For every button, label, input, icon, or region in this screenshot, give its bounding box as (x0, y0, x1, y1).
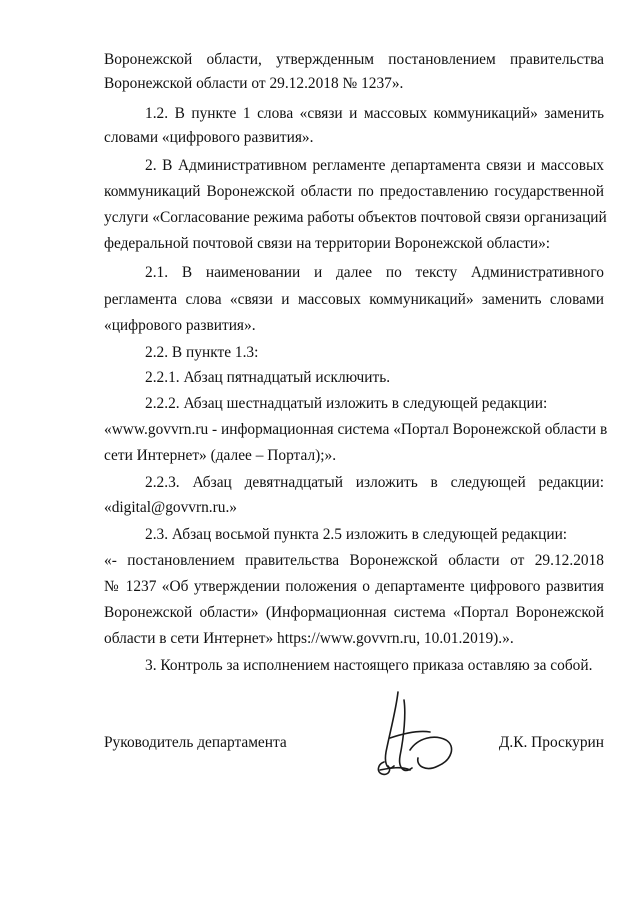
text-line: № 1237 «Об утверждении положения о департаменте цифрового развития (104, 578, 604, 595)
text-line: 1.2. В пункте 1 слова «связи и массовых коммуникаций» заменить (145, 105, 604, 122)
text-line: «цифрового развития». (104, 317, 256, 334)
text-line: 3. Контроль за исполнением настоящего приказа оставляю за собой. (145, 657, 593, 674)
text-line: «www.govvrn.ru - информационная система «Портал Воронежской области в (104, 421, 608, 438)
text-line: 2.2.2. Абзац шестнадцатый изложить в следующей редакции: (145, 395, 548, 412)
text-line: федеральной почтовой связи на территории Воронежской области»: (104, 235, 551, 252)
signatory-title: Руководитель департамента (104, 734, 287, 751)
text-line: области в сети Интернет» https://www.govvrn.ru, 10.01.2019).». (104, 630, 514, 647)
text-line: коммуникаций Воронежской области по предоставлению государственной (104, 183, 604, 200)
text-line: словами «цифрового развития». (104, 129, 314, 146)
text-line: «digital@govvrn.ru.» (104, 499, 238, 516)
text-line: 2. В Административном регламенте департамента связи и массовых (145, 157, 604, 174)
text-line: регламента слова «связи и массовых коммуникаций» заменить словами (104, 291, 604, 308)
text-line: Воронежской области от 29.12.2018 № 1237». (104, 75, 404, 92)
text-line: 2.3. Абзац восьмой пункта 2.5 изложить в следующей редакции: (145, 526, 568, 543)
text-line: сети Интернет» (далее – Портал);». (104, 447, 337, 464)
text-line: Воронежской области» (Информационная система «Портал Воронежской (104, 604, 604, 621)
signatory-name: Д.К. Проскурин (498, 734, 604, 751)
text-line: 2.1. В наименовании и далее по тексту Административного (145, 264, 604, 281)
text-line: Воронежской области, утвержденным постановлением правительства (104, 51, 604, 68)
text-line: 2.2.3. Абзац девятнадцатый изложить в следующей редакции: (145, 474, 604, 491)
handwritten-signature (360, 680, 470, 790)
text-line: услуги «Согласование режима работы объектов почтовой связи организаций (104, 209, 607, 226)
text-line: «- постановлением правительства Воронежской области от 29.12.2018 (104, 552, 604, 569)
text-line: 2.2. В пункте 1.3: (145, 344, 259, 361)
text-line: 2.2.1. Абзац пятнадцатый исключить. (145, 369, 391, 386)
